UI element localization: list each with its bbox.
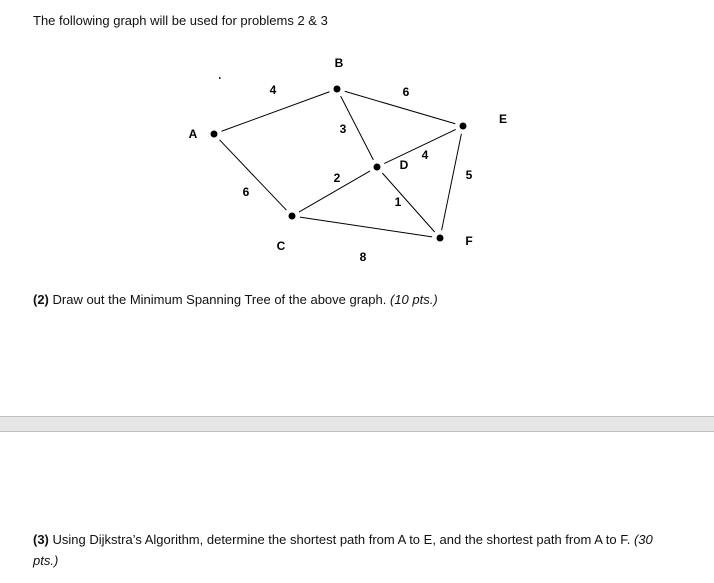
graph-edges xyxy=(220,83,473,264)
document-page-2 xyxy=(0,433,714,583)
question-3-number: (3) xyxy=(33,532,49,547)
node-a xyxy=(211,131,218,138)
question-2-points: (10 pts.) xyxy=(389,292,438,307)
edge-d-e xyxy=(384,129,456,163)
node-b xyxy=(334,86,341,93)
node-label-f: F xyxy=(465,234,473,248)
node-label-b: B xyxy=(334,56,344,70)
edge-weight-b-e: 6 xyxy=(402,85,410,99)
question-3-points: (30 pts.) xyxy=(33,532,653,568)
node-label-c: C xyxy=(276,239,286,253)
node-f xyxy=(437,235,444,242)
edge-a-c xyxy=(220,140,287,210)
edge-e-f xyxy=(442,134,462,230)
stray-mark xyxy=(219,77,221,79)
edge-weight-d-e: 4 xyxy=(421,148,429,162)
edge-weight-c-d: 2 xyxy=(333,171,341,185)
node-label-e: E xyxy=(498,112,508,126)
intro-paragraph: The following graph will be used for problems 2 & 3 xyxy=(33,13,328,28)
edge-weight-b-d: 3 xyxy=(339,122,347,136)
node-c xyxy=(289,213,296,220)
question-3-text: Using Dijkstra’s Algorithm, determine the shortest path from A to E, and the shortest path from A to F. xyxy=(48,532,634,547)
edge-weight-a-c: 6 xyxy=(242,185,250,199)
edge-a-b xyxy=(222,92,330,132)
edge-weight-c-f: 8 xyxy=(359,250,367,264)
node-label-d: D xyxy=(399,158,409,172)
edge-c-f xyxy=(300,217,432,237)
question-2-number: (2) xyxy=(33,292,49,307)
node-label-a: A xyxy=(188,127,198,141)
page-break-separator xyxy=(0,416,714,432)
edge-weight-d-f: 1 xyxy=(394,195,402,209)
edge-weight-e-f: 5 xyxy=(465,168,473,182)
question-3-paragraph xyxy=(33,529,673,571)
edge-weight-a-b: 4 xyxy=(269,83,277,97)
question-2-text: Draw out the Minimum Spanning Tree of the above graph. xyxy=(48,292,390,307)
graph-nodes xyxy=(189,56,507,253)
edge-b-e xyxy=(345,91,456,123)
node-d xyxy=(374,164,381,171)
node-e xyxy=(460,123,467,130)
question-2-paragraph xyxy=(33,289,438,310)
edge-d-f xyxy=(382,173,434,232)
